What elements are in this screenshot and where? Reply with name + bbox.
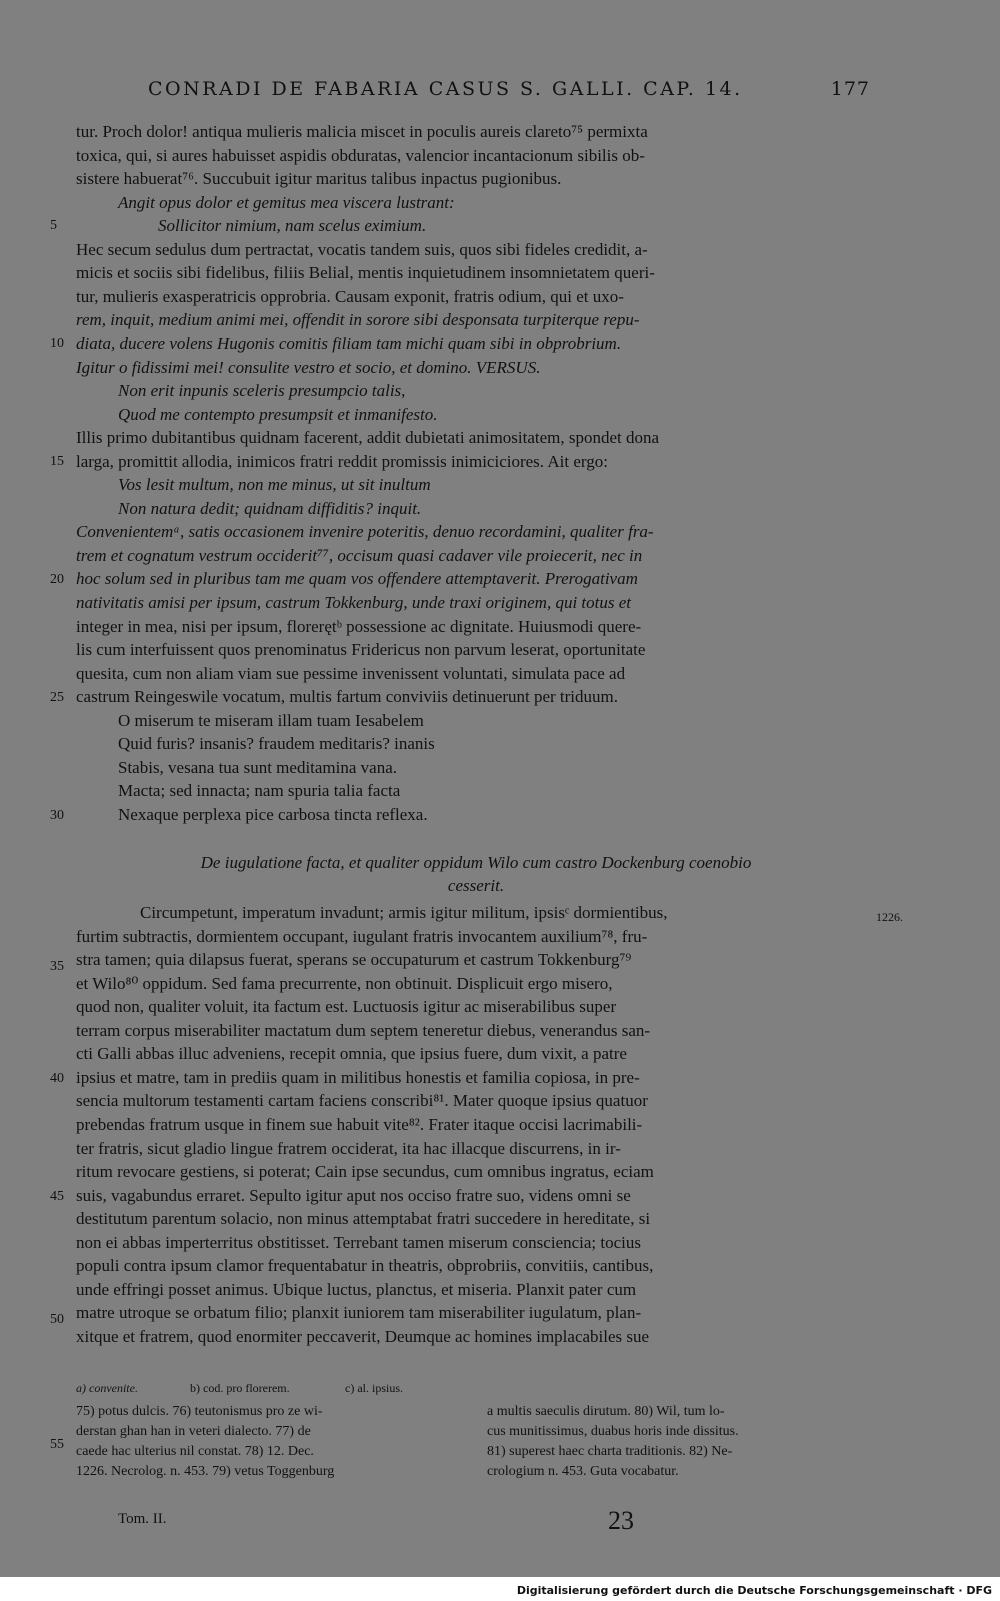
footnote-line: caede hac ulterius nil constat. 78) 12. Dec. — [76, 1444, 314, 1459]
text-line: stra tamen; quia dilapsus fuerat, sperans se occupaturum et castrum Tokkenburg⁷⁹ — [76, 950, 632, 970]
line-number: 40 — [50, 1071, 64, 1086]
line-number: 55 — [50, 1437, 64, 1452]
running-header — [148, 78, 870, 106]
variant-note-a: a) convenite. — [76, 1381, 138, 1395]
footnote-line: 75) potus dulcis. 76) teutonismus pro ze wi- — [76, 1404, 323, 1419]
text-line: xitque et fratrem, quod enormiter peccaverit, Deumque ac homines implacabiles sue — [76, 1326, 650, 1346]
text-line: Nexaque perplexa pice carbosa tincta reflexa. — [118, 804, 428, 824]
section-heading-line-2: cesserit. — [447, 876, 505, 895]
text-line: unde effringi posset animus. Ubique luctus, planctus, et miseria. Planxit pater cum — [76, 1279, 637, 1299]
text-line: ritum revocare gestiens, si poterat; Cain ipse secundus, cum omnibus ingratus, eciam — [76, 1162, 654, 1182]
text-line: quod non, qualiter voluit, ita factum est. Luctuosis igitur ac miserabilibus super — [76, 997, 617, 1017]
volume-label: Tom. II. — [118, 1511, 167, 1527]
line-number: 50 — [50, 1312, 64, 1327]
text-line: Stabis, vesana tua sunt meditamina vana. — [118, 757, 398, 777]
text-line: larga, promittit allodia, inimicos fratri reddit promissis inimiciciores. Ait ergo: — [76, 451, 608, 471]
line-number: 35 — [50, 959, 64, 974]
text-line: Circumpetunt, imperatum invadunt; armis igitur militum, ipsisᶜ dormientibus, — [140, 903, 668, 922]
text-line: sistere habuerat⁷⁶. Succubuit igitur maritus talibus inpactus pugionibus. — [76, 169, 562, 189]
variant-note-b: b) cod. pro florerem. — [190, 1381, 290, 1395]
text-line: O miserum te miseram illam tuam Iesabelem — [118, 710, 424, 730]
text-line: sencia multorum testamenti cartam faciens conscribi⁸¹. Mater quoque ipsius quatuor — [76, 1091, 648, 1111]
text-line: quesita, cum non aliam viam sue pessime invenissent voluntati, simulata pace ad — [76, 663, 626, 683]
margin-year: 1226. — [876, 910, 903, 924]
variant-note-c: c) al. ipsius. — [345, 1381, 403, 1395]
text-line: Macta; sed innacta; nam spuria talia facta — [118, 781, 401, 801]
text-line: diata, ducere volens Hugonis comitis filiam tam michi quam sibi in obprobrium. — [76, 333, 622, 353]
text-line: Convenientemᵃ, satis occasionem invenire poteritis, denuo recordamini, qualiter fra- — [76, 522, 654, 542]
text-line: Quid furis? insanis? fraudem meditaris? inanis — [118, 734, 435, 754]
text-line: ipsius et matre, tam in prediis quam in militibus honestis et familia copiosa, in pre- — [76, 1067, 640, 1087]
text-line: toxica, qui, si aures habuisset aspidis obduratas, valencior incantacionum sibilis ob- — [76, 145, 645, 165]
footnote-line: 1226. Necrolog. n. 453. 79) vetus Toggenburg — [76, 1464, 335, 1479]
footnote-line: 81) superest haec charta traditionis. 82) Ne- — [487, 1444, 733, 1459]
footnote-line: cus munitissimus, duabus horis inde dissitus. — [487, 1424, 739, 1439]
footer-credit: Digitalisierung gefördert durch die Deutsche Forschungsgemeinschaft · DFG — [516, 1584, 992, 1597]
text-line: Non natura dedit; quidnam diffiditis? inquit. — [118, 498, 422, 518]
text-line: matre utroque se orbatum filio; planxit iuniorem tam miserabiliter iugulatum, plan- — [76, 1303, 642, 1323]
text-line: furtim subtractis, dormientem occupant, iugulant fratris invocantem auxilium⁷⁸, fru- — [76, 926, 648, 946]
section-heading-line-1: De iugulatione facta, et qualiter oppidum Wilo cum castro Dockenburg coenobio — [200, 853, 752, 872]
text-line: lis cum interfuissent quos prenominatus Fridericus non parvum leserat, oportunitate — [76, 640, 646, 660]
line-number: 45 — [50, 1189, 64, 1204]
text-line: et Wilo⁸⁰ oppidum. Sed fama precurrente, non obtinuit. Displicuit ergo misero, — [76, 973, 613, 993]
text-line: terram corpus miserabiliter mactatum dum septem teneretur diebus, venerandus san- — [76, 1020, 651, 1040]
line-number: 15 — [50, 454, 64, 469]
signature-mark: 23 — [608, 1506, 634, 1535]
text-line: tur. Proch dolor! antiqua mulieris malicia miscet in poculis aureis clareto⁷⁵ permixta — [76, 122, 648, 141]
line-number: 30 — [50, 808, 64, 823]
text-line: micis et sociis sibi fidelibus, filiis Belial, mentis inquietudinem insomnietatem queri- — [76, 263, 655, 283]
text-line: rem, inquit, medium animi mei, offendit in sorore sibi desponsata turpiterque repu- — [76, 310, 640, 330]
footnote-line: derstan ghan han in veteri dialecto. 77) de — [76, 1424, 311, 1439]
text-line: trem et cognatum vestrum occiderit⁷⁷, occisum quasi cadaver vile proiecerit, nec in — [76, 545, 643, 565]
text-line: Angit opus dolor et gemitus mea viscera lustrant: — [118, 192, 455, 212]
text-line: Quod me contempto presumpsit et inmanifesto. — [118, 404, 438, 424]
text-line: integer in mea, nisi per ipsum, florerętᵇ possessione ac dignitate. Huiusmodi quere- — [76, 616, 642, 636]
text-line: Sollicitor nimium, nam scelus eximium. — [158, 216, 427, 236]
text-line: hoc solum sed in pluribus tam me quam vos offendere attemptaverit. Prerogativam — [76, 569, 638, 589]
text-line: suis, vagabundus erraret. Sepulto igitur aput nos occiso fratre suo, videns omni se — [76, 1185, 631, 1205]
footnote-line: crologium n. 453. Guta vocabatur. — [487, 1464, 679, 1479]
text-line: Vos lesit multum, non me minus, ut sit inultum — [118, 475, 431, 495]
line-number: 25 — [50, 690, 64, 705]
text-line: tur, mulieris exasperatricis opprobria. Causam exponit, fratris odium, qui et uxo- — [76, 286, 624, 306]
text-line: nativitatis amisi per ipsum, castrum Tokkenburg, unde traxi originem, qui totus et — [76, 593, 631, 612]
text-line: destitutum parentum solacio, non minus attemptabat fratri succedere in hereditate, si — [76, 1209, 651, 1229]
text-line: castrum Reingeswile vocatum, multis fartum conviviis detinuerunt per triduum. — [76, 687, 618, 707]
text-line: ter fratris, sicut gladio lingue fratrem occiderat, ita hac illacque discurrens, in ir- — [76, 1138, 621, 1158]
text-line: Illis primo dubitantibus quidnam facerent, addit dubietati animositatem, spondet dona — [76, 428, 660, 448]
text-line: prebendas fratrum usque in finem sue habuit vite⁸². Frater itaque occisi lacrimabili- — [76, 1114, 643, 1134]
text-line: cti Galli abbas illuc adveniens, recepit omnia, que ipsius fuere, dum vixit, a patre — [76, 1044, 627, 1064]
running-title: CONRADI DE FABARIA CASUS S. GALLI. CAP. 14. — [148, 78, 743, 100]
text-line: non ei abbas imperterritus obstitisset. Terrebant tamen miserum consciencia; tocius — [76, 1232, 642, 1252]
line-number: 5 — [50, 218, 57, 233]
footnote-line: a multis saeculis dirutum. 80) Wil, tum lo- — [487, 1404, 725, 1419]
text-line: Hec secum sedulus dum pertractat, vocatis tandem suis, quos sibi fideles credidit, a- — [76, 239, 648, 259]
text-line: Igitur o fidissimi mei! consulite vestro et socio, et domino. VERSUS. — [76, 357, 541, 377]
line-number: 20 — [50, 572, 64, 587]
text-line: populi contra ipsum clamor frequentabatur in theatris, obprobriis, convitiis, cantibus, — [76, 1256, 654, 1276]
text-line: Non erit inpunis sceleris presumpcio talis, — [118, 381, 406, 401]
footer-bar — [0, 1577, 1000, 1601]
page-number: 177 — [830, 78, 870, 100]
line-number: 10 — [50, 336, 64, 351]
